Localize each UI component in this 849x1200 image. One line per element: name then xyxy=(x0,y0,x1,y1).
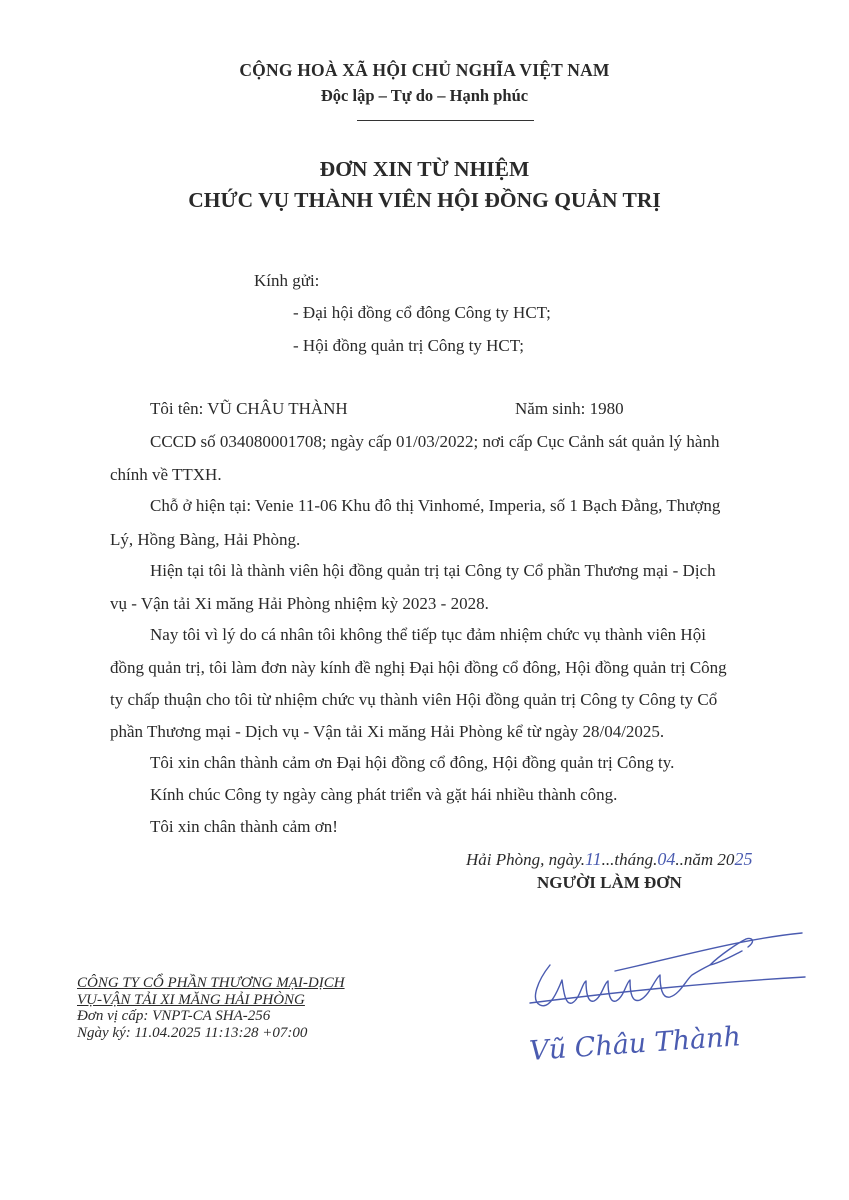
certificate-issuer: Đơn vị cấp: VNPT-CA SHA-256 xyxy=(77,1008,271,1024)
date-dots: .. xyxy=(675,850,684,869)
header-divider xyxy=(357,120,534,121)
date-dots: . xyxy=(653,850,658,869)
address-line: Chỗ ở hiện tại: Venie 11-06 Khu đô thị Vinhomé, Imperia, số 1 Bạch Đằng, Thượng xyxy=(150,496,721,515)
date-dots: . xyxy=(580,850,585,869)
signer-company: VỤ-VẬN TẢI XI MĂNG HẢI PHÒNG xyxy=(77,991,305,1008)
date-month-label: tháng xyxy=(614,850,654,869)
national-title: CỘNG HOÀ XÃ HỘI CHỦ NGHĨA VIỆT NAM xyxy=(239,60,610,80)
signature-tail xyxy=(710,951,742,965)
date-line xyxy=(466,850,752,868)
wishes-line: Kính chúc Công ty ngày càng phát triển và gặt hái nhiều thành công. xyxy=(150,785,618,804)
position-line: Hiện tại tôi là thành viên hội đồng quản trị tại Công ty Cổ phần Thương mại - Dịch xyxy=(150,561,716,580)
document-subtitle: CHỨC VỤ THÀNH VIÊN HỘI ĐỒNG QUẢN TRỊ xyxy=(188,188,661,212)
address-line: Lý, Hồng Bàng, Hải Phòng. xyxy=(110,530,301,549)
thanks-line: Tôi xin chân thành cảm ơn Đại hội đồng cổ đông, Hội đồng quản trị Công ty. xyxy=(150,753,675,772)
signing-timestamp: Ngày ký: 11.04.2025 11:13:28 +07:00 xyxy=(77,1024,308,1041)
reason-line: ty chấp thuận cho tôi từ nhiệm chức vụ thành viên Hội đồng quản trị Công ty Công ty Cổ xyxy=(110,690,718,709)
reason-line: phần Thương mại - Dịch vụ - Vận tải Xi măng Hải Phòng kể từ ngày 28/04/2025. xyxy=(110,722,665,741)
signature-stroke xyxy=(535,938,752,1005)
date-month: 04 xyxy=(657,849,676,869)
date-year-suffix: 25 xyxy=(734,849,753,869)
handwritten-name: Vũ Châu Thành xyxy=(528,1021,742,1067)
handwritten-signature xyxy=(520,925,820,1075)
signer-title: NGƯỜI LÀM ĐƠN xyxy=(537,873,682,892)
date-year-label: năm 20 xyxy=(683,850,735,869)
document-title: ĐƠN XIN TỪ NHIỆM xyxy=(319,157,530,181)
position-line: vụ - Vận tải Xi măng Hải Phòng nhiệm kỳ 2023 - 2028. xyxy=(110,594,489,613)
national-motto: Độc lập – Tự do – Hạnh phúc xyxy=(320,86,529,105)
digital-signature-block xyxy=(77,975,345,1041)
recipient-item: - Đại hội đồng cổ đông Công ty HCT; xyxy=(293,303,551,322)
id-card-line: CCCD số 034080001708; ngày cấp 01/03/2022; nơi cấp Cục Cảnh sát quản lý hành xyxy=(150,432,720,451)
date-prefix: Hải Phòng, ngày xyxy=(466,850,581,869)
date-dots: ... xyxy=(601,850,615,869)
id-card-line: chính về TTXH. xyxy=(110,465,222,484)
recipients-label: Kính gửi: xyxy=(254,271,320,290)
reason-line: đồng quản trị, tôi làm đơn này kính đề nghị Đại hội đồng cổ đông, Hội đồng quản trị Công xyxy=(110,658,727,677)
signer-company: CÔNG TY CỔ PHẦN THƯƠNG MẠI-DỊCH xyxy=(77,975,345,991)
birth-year: Năm sinh: 1980 xyxy=(515,399,624,418)
date-day: 11 xyxy=(585,849,602,869)
applicant-name: Tôi tên: VŨ CHÂU THÀNH xyxy=(150,399,348,418)
signature-underline xyxy=(530,977,805,1003)
closing-line: Tôi xin chân thành cảm ơn! xyxy=(150,817,338,836)
recipient-item: - Hội đồng quản trị Công ty HCT; xyxy=(293,336,524,355)
reason-line: Nay tôi vì lý do cá nhân tôi không thể tiếp tục đảm nhiệm chức vụ thành viên Hội xyxy=(150,625,706,644)
